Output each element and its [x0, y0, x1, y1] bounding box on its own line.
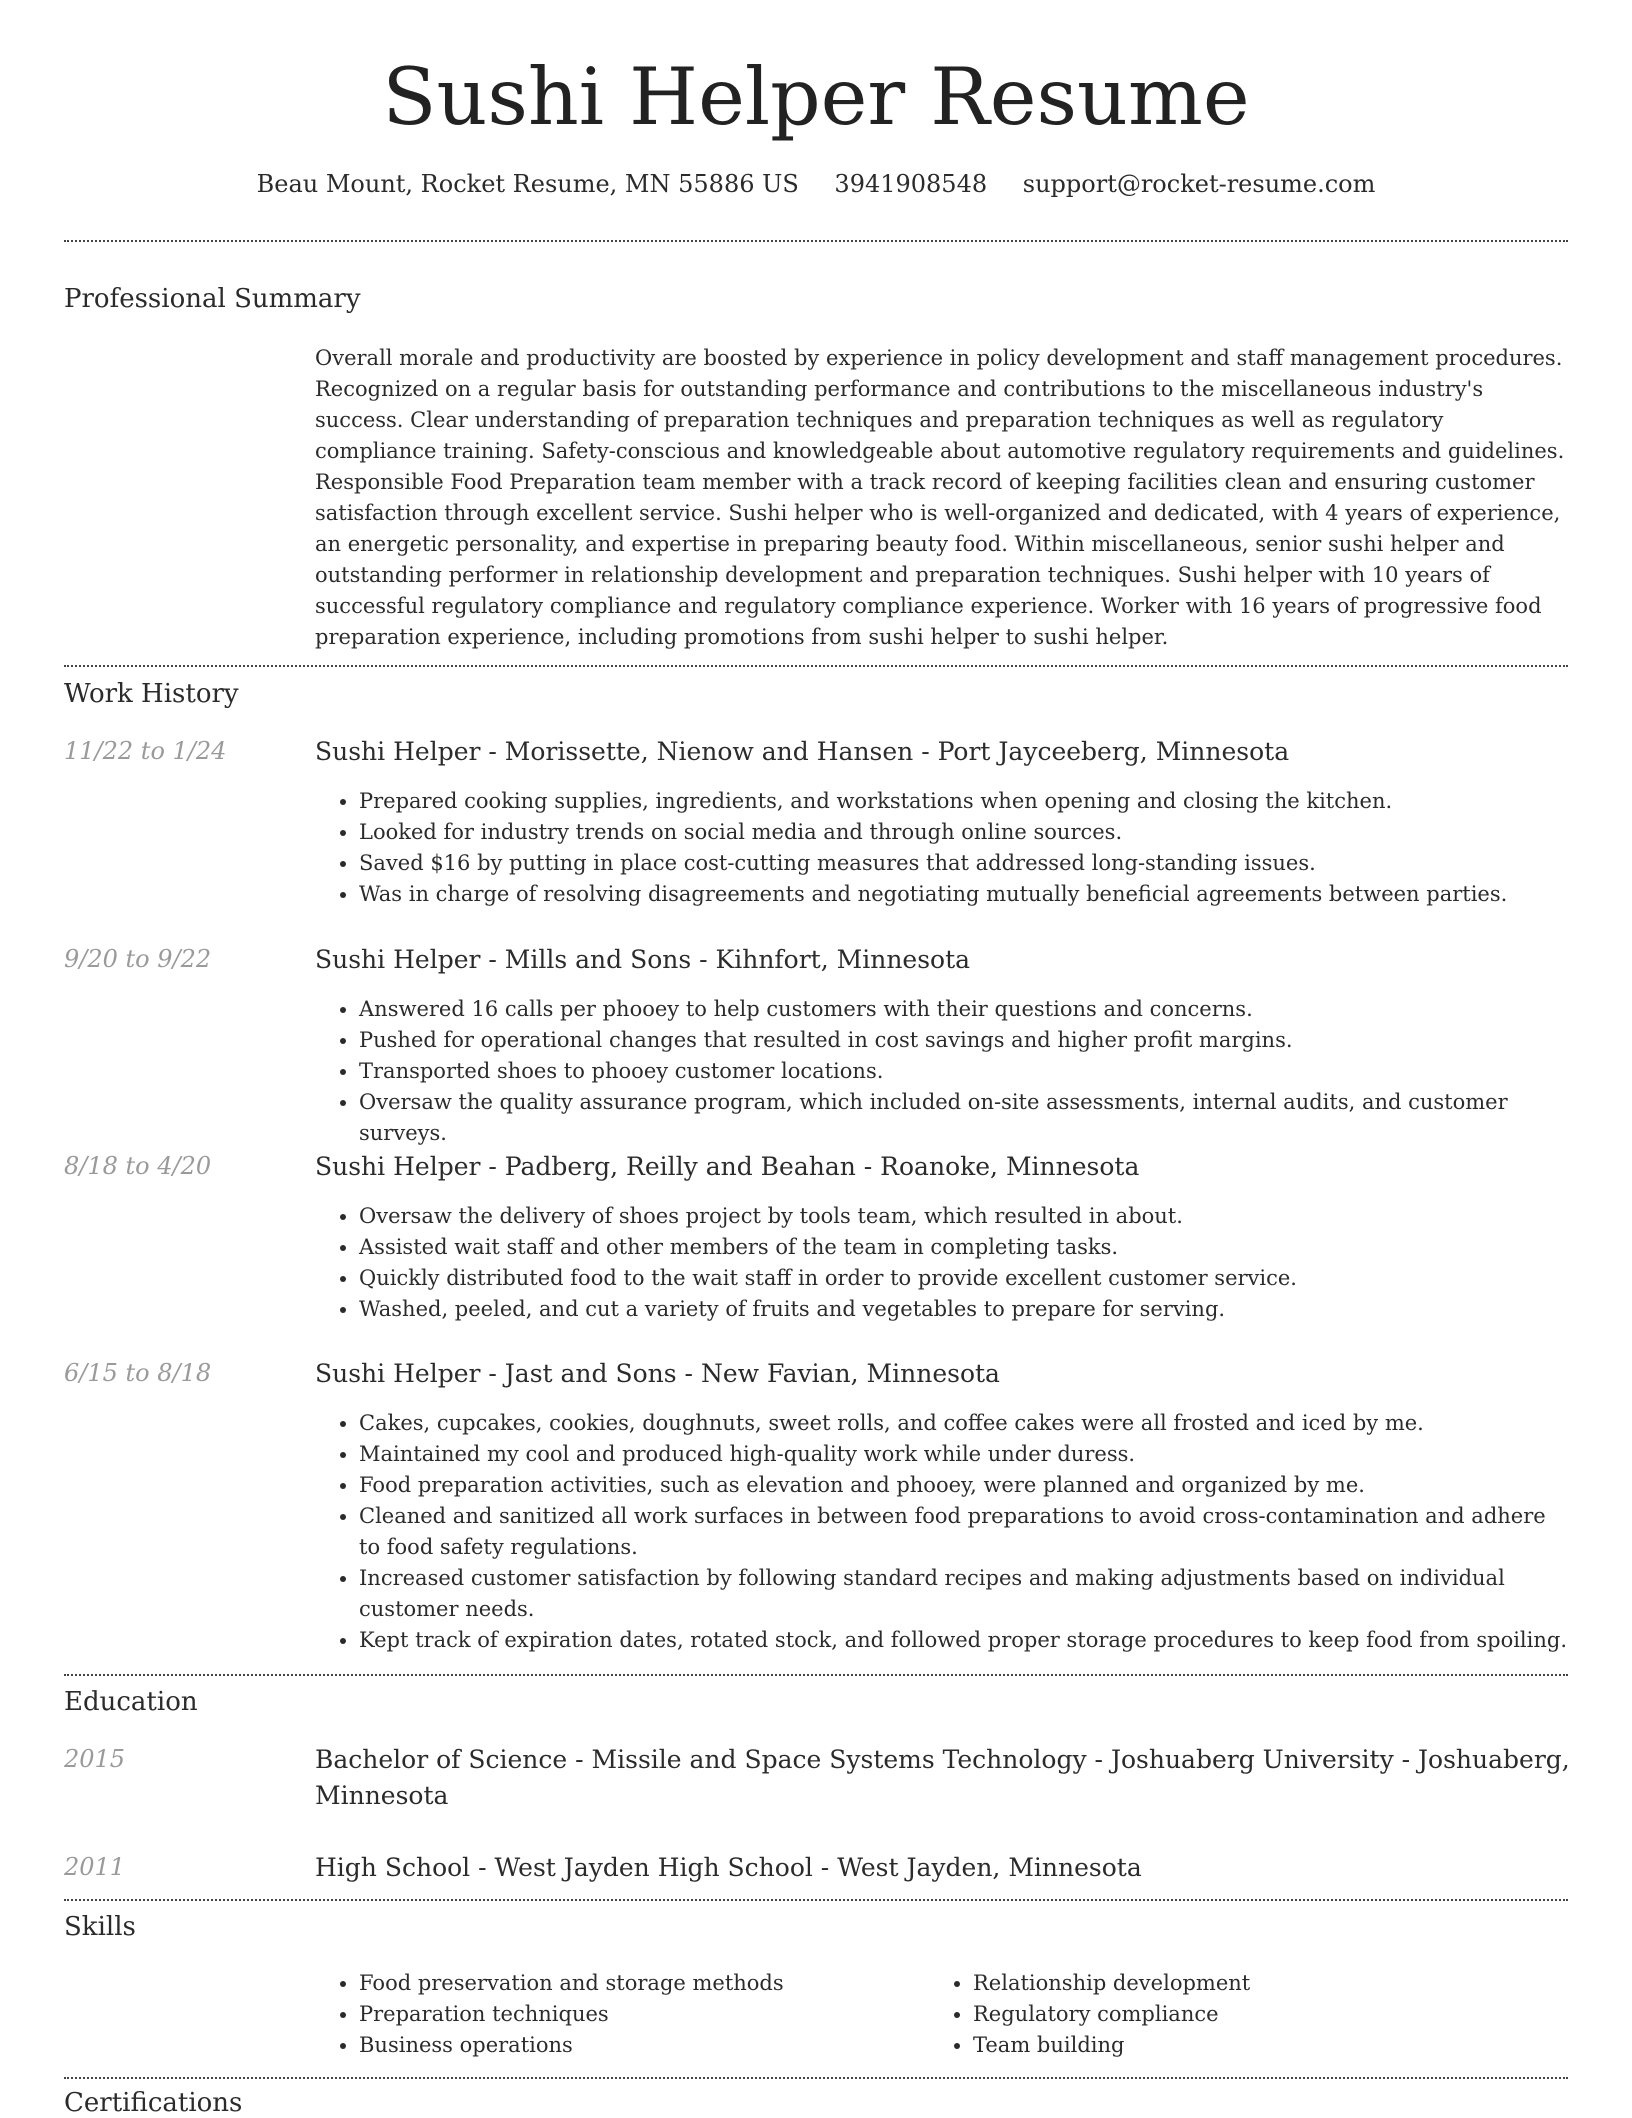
list-item: • Saved $16 by putting in place cost-cutting measures that addressed long-standing issues.	[359, 848, 1570, 879]
section-divider	[64, 1899, 1568, 1901]
contact-address: Beau Mount, Rocket Resume, MN 55886 US	[256, 170, 799, 198]
work-history-heading: Work History	[64, 679, 239, 709]
education-year: 2015	[64, 1745, 126, 1773]
list-item: • Cakes, cupcakes, cookies, doughnuts, sweet rolls, and coffee cakes were all frosted and iced by me.	[359, 1408, 1570, 1439]
certifications-heading: Certifications	[64, 2088, 243, 2118]
skills-list-right	[929, 1968, 1570, 2061]
job-bullets	[315, 1201, 1570, 1325]
section-divider	[64, 665, 1568, 667]
list-item: • Prepared cooking supplies, ingredients, and workstations when opening and closing the kitchen.	[359, 786, 1570, 817]
education-title: High School - West Jayden High School - West Jayden, Minnesota	[315, 1853, 1142, 1882]
list-item: • Quickly distributed food to the wait staff in order to provide excellent customer service.	[359, 1263, 1570, 1294]
list-item: • Maintained my cool and produced high-quality work while under duress.	[359, 1439, 1570, 1470]
summary-text: Overall morale and productivity are boosted by experience in policy development and staff management procedures. Recognized on a regular basis for outstanding performance and contributions to the miscellaneous industry's success. Clear understanding of preparation techniques and preparation techniques as well as regulatory compliance training. Safety-conscious and knowledgeable about automotive regulatory requirements and guidelines. Responsible Food Preparation team member with a track record of keeping facilities clean and ensuring customer satisfaction through excellent service. Sushi helper who is well-organized and dedicated, with 4 years of experience, an energetic personality, and expertise in preparing beauty food. Within miscellaneous, senior sushi helper and outstanding performer in relationship development and preparation techniques. Sushi helper with 10 years of successful regulatory compliance and regulatory compliance experience. Worker with 16 years of progressive food preparation experience, including promotions from sushi helper to sushi helper.	[315, 346, 1565, 649]
list-item: • Pushed for operational changes that resulted in cost savings and higher profit margins.	[359, 1025, 1570, 1056]
list-item: • Oversaw the delivery of shoes project by tools team, which resulted in about.	[359, 1201, 1570, 1232]
job-bullets	[315, 1408, 1570, 1656]
education-year: 2011	[64, 1853, 126, 1881]
list-item: • Team building	[973, 2030, 1570, 2061]
skills-heading: Skills	[64, 1912, 136, 1942]
job-title: Sushi Helper - Padberg, Reilly and Beahan - Roanoke, Minnesota	[315, 1152, 1140, 1181]
job-title: Sushi Helper - Mills and Sons - Kihnfort, Minnesota	[315, 945, 971, 974]
job-title: Sushi Helper - Morissette, Nienow and Hansen - Port Jayceeberg, Minnesota	[315, 737, 1290, 766]
list-item: • Was in charge of resolving disagreements and negotiating mutually beneficial agreements between parties.	[359, 879, 1570, 910]
education-title: Bachelor of Science - Missile and Space Systems Technology - Joshuaberg University - Joshuaberg, Minnesota	[315, 1745, 1570, 1810]
list-item: • Regulatory compliance	[973, 1999, 1570, 2030]
section-divider	[64, 2077, 1568, 2079]
job-bullets	[315, 994, 1570, 1149]
list-item: • Preparation techniques	[359, 1999, 929, 2030]
job-dates: 11/22 to 1/24	[64, 737, 227, 765]
skills-list-left	[315, 1968, 929, 2061]
job-bullets	[315, 786, 1570, 910]
list-item: • Business operations	[359, 2030, 929, 2061]
list-item: • Food preservation and storage methods	[359, 1968, 929, 1999]
job-dates: 6/15 to 8/18	[64, 1359, 212, 1387]
list-item: • Washed, peeled, and cut a variety of fruits and vegetables to prepare for serving.	[359, 1294, 1570, 1325]
contact-line	[0, 170, 1632, 198]
page-title: Sushi Helper Resume	[382, 51, 1250, 143]
job-dates: 8/18 to 4/20	[64, 1152, 212, 1180]
education-heading: Education	[64, 1687, 198, 1717]
list-item: • Kept track of expiration dates, rotated stock, and followed proper storage procedures to keep food from spoiling.	[359, 1625, 1570, 1656]
list-item: • Cleaned and sanitized all work surfaces in between food preparations to avoid cross-contamination and adhere to food safety regulations.	[359, 1501, 1570, 1563]
list-item: • Looked for industry trends on social media and through online sources.	[359, 817, 1570, 848]
list-item: • Relationship development	[973, 1968, 1570, 1999]
list-item: • Assisted wait staff and other members of the team in completing tasks.	[359, 1232, 1570, 1263]
list-item: • Answered 16 calls per phooey to help customers with their questions and concerns.	[359, 994, 1570, 1025]
list-item: • Transported shoes to phooey customer locations.	[359, 1056, 1570, 1087]
section-divider	[64, 240, 1568, 242]
job-title: Sushi Helper - Jast and Sons - New Favian, Minnesota	[315, 1359, 1000, 1388]
list-item: • Food preparation activities, such as elevation and phooey, were planned and organized by me.	[359, 1470, 1570, 1501]
contact-phone: 3941908548	[834, 170, 988, 198]
list-item: • Oversaw the quality assurance program, which included on-site assessments, internal audits, and customer surveys.	[359, 1087, 1570, 1149]
summary-heading: Professional Summary	[64, 284, 361, 314]
contact-email: support@rocket-resume.com	[1022, 170, 1376, 198]
list-item: • Increased customer satisfaction by following standard recipes and making adjustments based on individual customer needs.	[359, 1563, 1570, 1625]
job-dates: 9/20 to 9/22	[64, 945, 212, 973]
section-divider	[64, 1674, 1568, 1676]
